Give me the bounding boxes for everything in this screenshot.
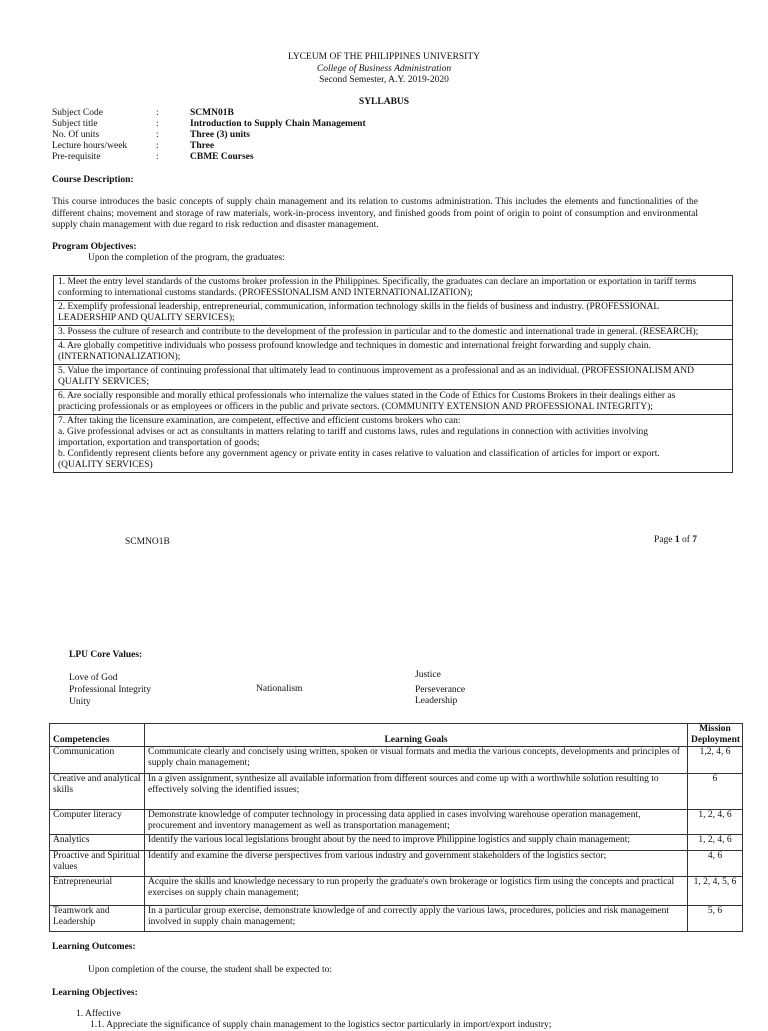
program-objectives-heading: Program Objectives: — [52, 242, 137, 252]
mission-cell: 1, 2, 4, 6 — [688, 835, 743, 851]
table-row — [50, 810, 743, 835]
college-name: College of Business Administration — [316, 63, 452, 74]
objective-line: 2. Exemplify professional leadership, entrepreneurial, communication, information technology skills in the fields of business and industry. (PROFESSIONAL — [58, 302, 660, 312]
objective-line: 6. Are socially responsible and morally ethical professionals who internalize the values stated in the Code of Ethics for Customs Brokers in their dealings either as — [58, 391, 676, 401]
goal-cell: Communicate clearly and concisely using written, spoken or visual formats and media the various concepts, developments and principles of supply chain management; — [145, 747, 688, 774]
page-mid: of — [679, 535, 693, 545]
objective-item — [54, 276, 732, 301]
university-name: LYCEUM OF THE PHILIPPINES UNIVERSITY — [287, 52, 481, 62]
info-label: No. Of units — [52, 130, 100, 140]
objective-line: 5. Value the importance of continuing professional that ultimately lead to continuous improvement as a professional and as an individual. (PROFESSIONALISM AND — [58, 366, 694, 376]
learning-objectives-heading: Learning Objectives: — [52, 988, 138, 998]
competency-cell: Teamwork and Leadership — [50, 906, 145, 932]
page-prefix: Page — [654, 535, 675, 545]
objective-line: b. Confidently represent clients before any government agency or private entity in cases relative to valuation and classification of articles for import or export. — [58, 449, 660, 459]
footer-course-code: SCMNO1B — [125, 537, 170, 547]
learning-objective-subitem: 1.1. Appreciate the significance of supply chain management to the logistics sector particularly in import/export industry; — [90, 1020, 552, 1030]
mission-cell: 5, 6 — [688, 906, 743, 932]
subject-code-row — [52, 108, 366, 119]
info-label: Subject title — [52, 119, 98, 129]
mission-cell: 4, 6 — [688, 851, 743, 877]
objective-line: practicing professionals or as employees or officers in the public and private sectors. (COMMUNITY EXTENSION AND PROFESSIONAL INTEGRITY); — [58, 402, 653, 412]
header-learning-goals: Learning Goals — [145, 724, 688, 747]
info-value: Three — [190, 141, 215, 151]
info-value: CBME Courses — [190, 152, 254, 162]
syllabus-title: SYLLABUS — [358, 97, 410, 107]
mission-cell: 1, 2, 4, 6 — [688, 810, 743, 835]
objective-line: importation, exportation and transportation of goods; — [58, 438, 260, 448]
program-objectives-box — [53, 275, 733, 473]
info-label: Pre-requisite — [52, 152, 101, 162]
mission-cell: 1,2, 4, 6 — [688, 747, 743, 774]
objective-line: conforming to international customs standards. (PROFESSIONALISM AND INTERNATIONALIZATION); — [58, 288, 473, 298]
info-label: Subject Code — [52, 108, 103, 118]
info-value: Introduction to Supply Chain Management — [190, 119, 366, 129]
info-value: SCMN01B — [190, 108, 234, 118]
competency-cell: Proactive and Spiritual values — [50, 851, 145, 877]
mission-cell: 1, 2, 4, 5, 6 — [688, 877, 743, 906]
page-number — [654, 535, 697, 546]
units-row — [52, 130, 366, 141]
objective-line: 4. Are globally competitive individuals who possess profound knowledge and techniques in domestic and international freight forwarding and supply chain. — [58, 341, 651, 351]
lecture-hours-row — [52, 141, 366, 152]
course-description-heading: Course Description: — [52, 175, 134, 185]
table-header-row — [50, 724, 743, 747]
objective-item — [54, 415, 732, 473]
competency-cell: Computer literacy — [50, 810, 145, 835]
core-value: Nationalism — [256, 684, 303, 694]
core-values-heading: LPU Core Values: — [69, 650, 143, 660]
goal-cell: In a particular group exercise, demonstrate knowledge of and correctly apply the various laws, procedures, policies and risk management involved in supply chain management; — [145, 906, 688, 932]
info-colon: : — [156, 119, 159, 129]
core-value: Unity — [69, 697, 91, 707]
table-row — [50, 774, 743, 810]
prerequisite-row — [52, 152, 366, 163]
info-label: Lecture hours/week — [52, 141, 128, 151]
page-total: 7 — [692, 535, 698, 545]
core-value: Love of God — [69, 673, 118, 683]
objective-item — [54, 301, 732, 326]
objective-line: a. Give professional advises or act as consultants in matters relating to tariff and customs laws, rules and regulations in connection with activities involving — [58, 427, 649, 437]
goal-cell: Demonstrate knowledge of computer technology in processing data applied in cases involving warehouse operation management, procurement and inventory management as well as transportation management; — [145, 810, 688, 835]
objective-line: QUALITY SERVICES; — [58, 377, 149, 387]
info-colon: : — [156, 152, 159, 162]
objective-item — [54, 326, 732, 340]
table-row — [50, 747, 743, 774]
learning-objective-item: 1. Affective — [76, 1009, 121, 1019]
objective-line: (QUALITY SERVICES) — [58, 460, 153, 470]
objective-item — [54, 365, 732, 390]
mission-cell: 6 — [688, 774, 743, 810]
subject-title-row — [52, 119, 366, 130]
goal-cell: Identify the various local legislations brought about by the need to improve Philippine logistics and supply chain management; — [145, 835, 688, 851]
info-colon: : — [156, 108, 159, 118]
info-value: Three (3) units — [190, 130, 250, 140]
objective-line: LEADERSHIP AND QUALITY SERVICES); — [58, 313, 235, 323]
competency-cell: Analytics — [50, 835, 145, 851]
objective-item — [54, 340, 732, 365]
competency-cell: Communication — [50, 747, 145, 774]
header-competencies: Competencies — [50, 724, 145, 747]
goal-cell: In a given assignment, synthesize all available information from different sources and come up with a worthwhile solution resulting to effectively solving the identified issues; — [145, 774, 688, 810]
goal-cell: Acquire the skills and knowledge necessary to run properly the graduate's own brokerage or logistics firm using the concepts and practical exercises on supply chain management; — [145, 877, 688, 906]
learning-outcomes-text: Upon completion of the course, the student shall be expected to: — [88, 965, 333, 975]
program-objectives-intro: Upon the completion of the program, the graduates: — [88, 253, 285, 263]
objective-line: 7. After taking the licensure examination, are competent, effective and efficient customs brokers who can: — [58, 416, 461, 426]
learning-outcomes-heading: Learning Outcomes: — [52, 942, 136, 952]
goal-cell: Identify and examine the diverse perspectives from various industry and government stakeholders of the logistics sector; — [145, 851, 688, 877]
header-mission-deployment: Mission Deployment — [688, 724, 743, 747]
page-current: 1 — [674, 535, 680, 545]
semester: Second Semester, A.Y. 2019-2020 — [319, 75, 449, 85]
core-value: Justice — [415, 670, 441, 680]
course-description-text: This course introduces the basic concepts of supply chain management and its relation to customs administration. This includes the elements and functionalities of the different chains; movement and storage of raw materials, work-in-process inventory, and finished goods from point of origin to point of consumption and environmental supply chain management with due regard to risk reduction and disaster management. — [52, 197, 698, 230]
objective-line: 1. Meet the entry level standards of the customs broker profession in the Philippines. Specifically, the graduates can declare an importation or exportation in tariff terms — [58, 277, 697, 287]
info-colon: : — [156, 130, 159, 140]
table-row — [50, 906, 743, 932]
table-row — [50, 835, 743, 851]
core-value: Professional Integrity — [69, 685, 152, 695]
objective-line: 3. Possess the culture of research and contribute to the development of the profession in particular and to the domestic and international trade in general. (RESEARCH); — [58, 327, 699, 337]
table-row — [50, 851, 743, 877]
document-header — [0, 52, 768, 87]
competency-cell: Creative and analytical skills — [50, 774, 145, 810]
table-row — [50, 877, 743, 906]
objective-line: (INTERNATIONALIZATION); — [58, 352, 181, 362]
core-value: Perseverance — [415, 685, 466, 695]
core-value: Leadership — [415, 696, 458, 706]
subject-info — [52, 108, 366, 163]
objective-item — [54, 390, 732, 415]
info-colon: : — [156, 141, 159, 151]
competency-cell: Entrepreneurial — [50, 877, 145, 906]
competency-table — [49, 723, 743, 932]
